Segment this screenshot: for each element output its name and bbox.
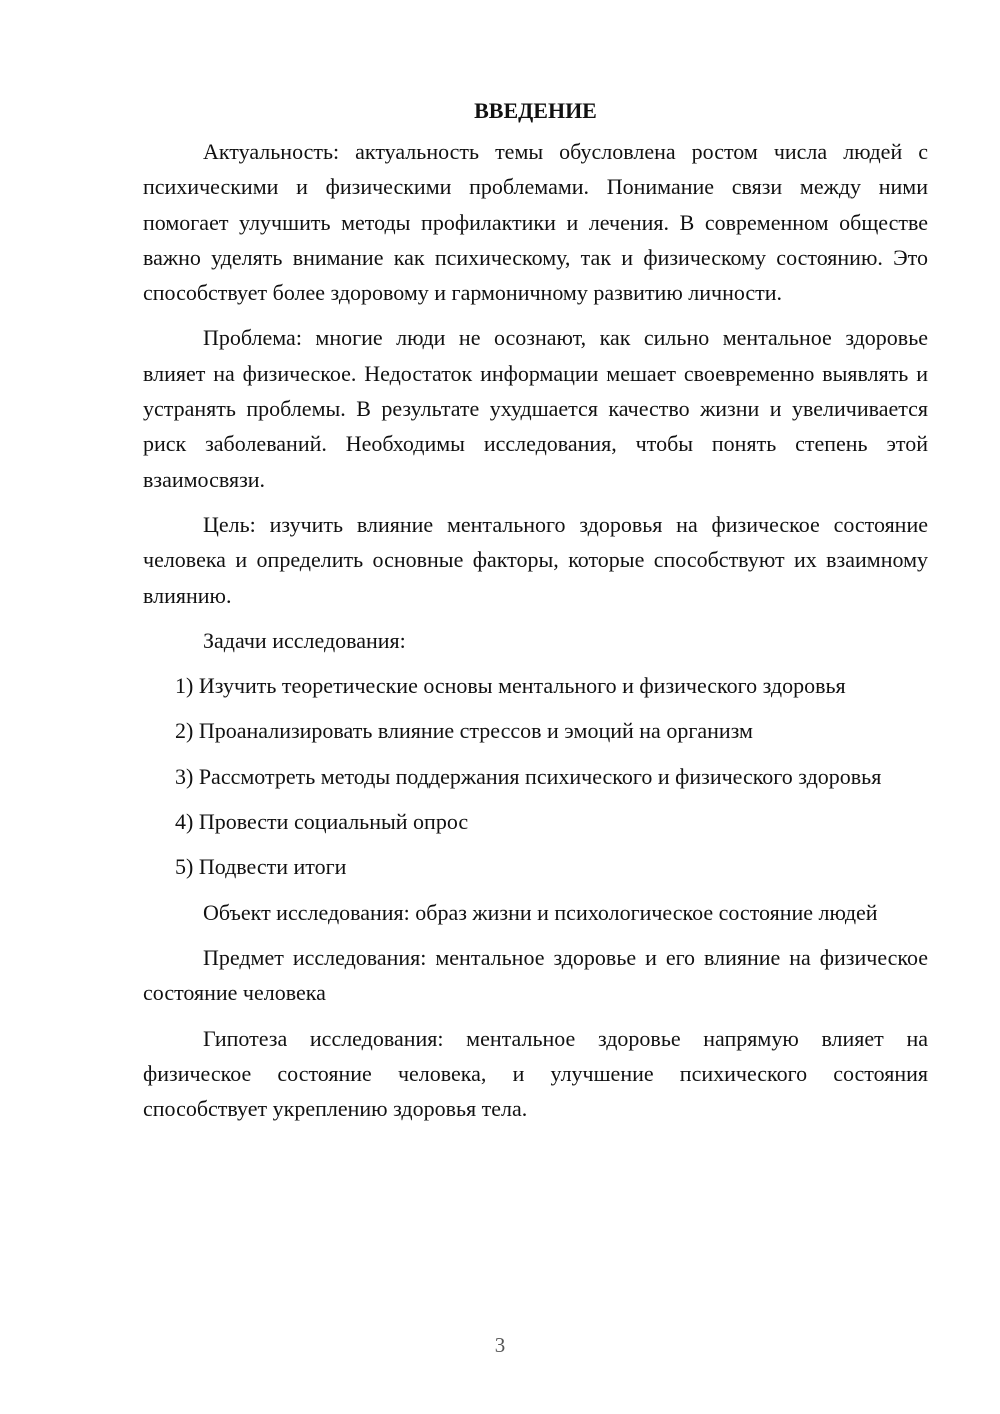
paragraph-problem: Проблема: многие люди не осознают, как сильно ментальное здоровье влияет на физическое. Недостаток информации мешает своевременно выявлять и устранять проблемы. В результате ухудшается качество жизни и увеличивается риск заболеваний. Необходимы исследования, чтобы понять степень этой взаимосвязи. bbox=[143, 325, 928, 492]
task-item-1: 1) Изучить теоретические основы ментального и физического здоровья bbox=[175, 673, 846, 699]
paragraph-tasks-heading: Задачи исследования: bbox=[203, 627, 406, 653]
page-number: 3 bbox=[494, 1333, 506, 1357]
section-title: ВВЕДЕНИЕ bbox=[474, 98, 597, 123]
task-item-5: 5) Подвести итоги bbox=[175, 854, 347, 880]
paragraph-goal: Цель: изучить влияние ментального здоровья на физическое состояние человека и определить основные факторы, которые способствуют их взаимному влиянию. bbox=[143, 511, 928, 608]
task-item-3: 3) Рассмотреть методы поддержания психического и физического здоровья bbox=[175, 763, 882, 789]
task-item-4: 4) Провести социальный опрос bbox=[175, 809, 469, 835]
paragraph-object: Объект исследования: образ жизни и психологическое состояние людей bbox=[203, 899, 878, 925]
paragraph-relevance: Актуальность: актуальность темы обусловлена ростом числа людей с психическими и физическими проблемами. Понимание связи между ними помогает улучшить методы профилактики и лечения. В современном обществе важно уделять внимание как психическому, так и физическому состоянию. Это способствует более здоровому и гармоничному развитию личности. bbox=[143, 139, 928, 306]
task-item-2: 2) Проанализировать влияние стрессов и эмоций на организм bbox=[175, 718, 753, 744]
paragraph-hypothesis: Гипотеза исследования: ментальное здоровье напрямую влияет на физическое состояние человека, и улучшение психического состояния способствует укреплению здоровья тела. bbox=[143, 1025, 928, 1122]
paragraph-subject: Предмет исследования: ментальное здоровье и его влияние на физическое состояние человека bbox=[143, 944, 928, 1006]
document-page bbox=[143, 93, 928, 1136]
